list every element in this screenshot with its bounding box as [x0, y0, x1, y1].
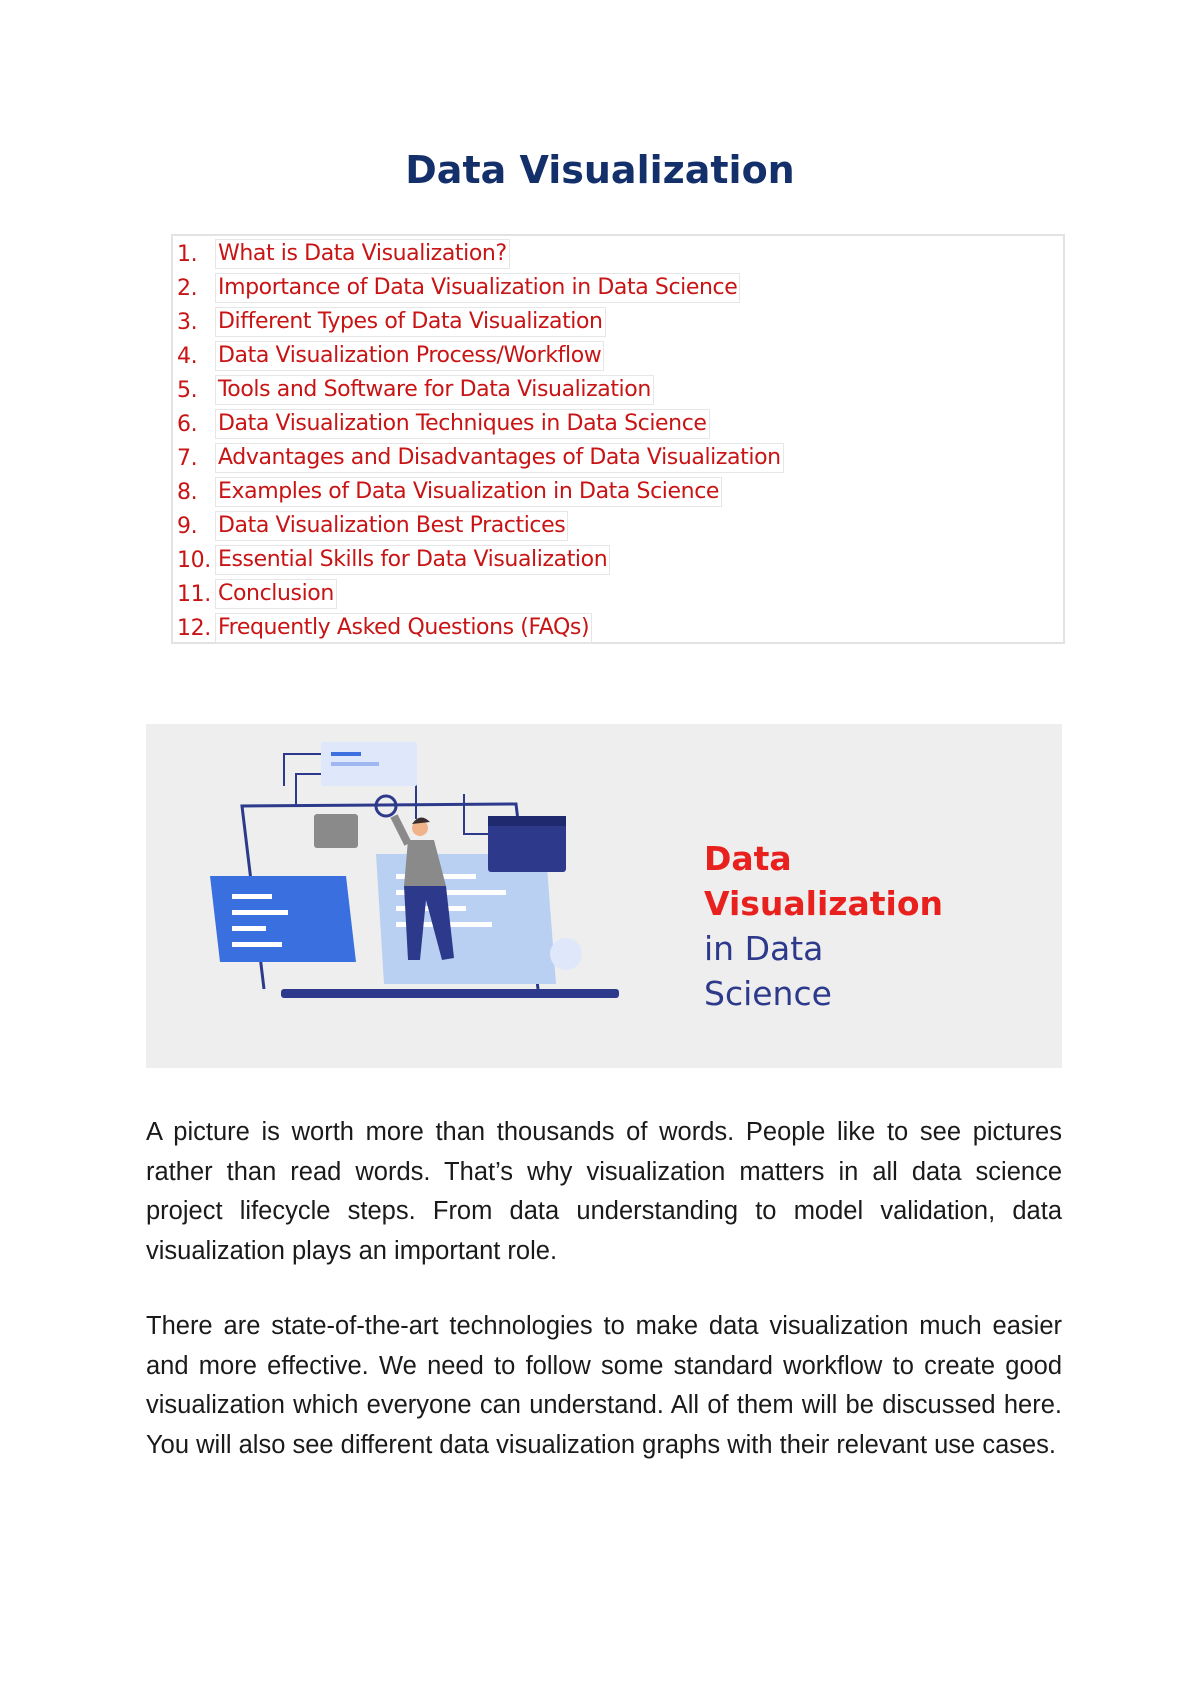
toc-number: 11. — [177, 581, 211, 607]
toc-link-tools[interactable]: Tools and Software for Data Visualization — [215, 375, 654, 405]
banner-heading — [704, 836, 943, 1016]
toc-number: 2. — [177, 275, 198, 301]
toc-number: 9. — [177, 513, 198, 539]
toc-link-importance[interactable]: Importance of Data Visualization in Data Science — [215, 273, 740, 303]
toc-number: 5. — [177, 377, 198, 403]
toc-item — [177, 578, 337, 610]
browser-bar — [488, 816, 566, 826]
banner-line-4: Science — [704, 974, 832, 1013]
code-line — [232, 910, 288, 915]
chat-bubble-icon — [550, 938, 582, 970]
toc-number: 3. — [177, 309, 198, 335]
toc-number: 8. — [177, 479, 198, 505]
toc-item — [177, 374, 654, 406]
banner-line-1: Data — [704, 839, 792, 878]
toc-item — [177, 476, 722, 508]
workflow-paragraph: There are state-of-the-art technologies to make data visualization much easier and more effective. We need to follow some standard workflow to create good visualization which everyone can understand. All of them will be discussed here. You will also see different data visualization graphs with their relevant use cases. — [146, 1312, 1062, 1459]
card-line — [331, 752, 361, 756]
toc-item — [177, 510, 568, 542]
toc-number: 4. — [177, 343, 198, 369]
toc-link-types[interactable]: Different Types of Data Visualization — [215, 307, 606, 337]
hero-banner — [146, 724, 1062, 1068]
toc-number: 12. — [177, 615, 211, 641]
data-panel — [376, 854, 556, 984]
grey-box-icon — [314, 814, 358, 848]
toc-link-skills[interactable]: Essential Skills for Data Visualization — [215, 545, 610, 575]
toc-link-examples[interactable]: Examples of Data Visualization in Data Science — [215, 477, 722, 507]
card-line — [331, 762, 379, 766]
person-arm — [394, 816, 408, 844]
toc-link-what-is[interactable]: What is Data Visualization? — [215, 239, 510, 269]
table-of-contents — [171, 234, 1065, 644]
toc-link-best-practices[interactable]: Data Visualization Best Practices — [215, 511, 568, 541]
toc-link-advantages[interactable]: Advantages and Disadvantages of Data Visualization — [215, 443, 784, 473]
toc-item — [177, 272, 740, 304]
toc-link-process[interactable]: Data Visualization Process/Workflow — [215, 341, 604, 371]
toc-number: 1. — [177, 241, 198, 267]
banner-line-3: in Data — [704, 929, 824, 968]
toc-link-techniques[interactable]: Data Visualization Techniques in Data Science — [215, 409, 710, 439]
toc-number: 10. — [177, 547, 211, 573]
toc-item — [177, 238, 510, 270]
toc-link-faqs[interactable]: Frequently Asked Questions (FAQs) — [215, 613, 592, 643]
code-line — [232, 894, 272, 899]
toc-item — [177, 442, 784, 474]
banner-line-2: Visualization — [704, 884, 944, 923]
toc-number: 6. — [177, 411, 198, 437]
toc-item — [177, 408, 710, 440]
code-line — [232, 926, 266, 931]
toc-number: 7. — [177, 445, 198, 471]
person-shirt — [404, 840, 446, 886]
page-title: Data Visualization — [405, 148, 795, 192]
code-line — [232, 942, 282, 947]
toc-item — [177, 544, 610, 576]
toc-item — [177, 612, 592, 644]
toc-item — [177, 340, 604, 372]
laptop-base — [281, 989, 619, 998]
toc-link-conclusion[interactable]: Conclusion — [215, 579, 337, 609]
intro-paragraph: A picture is worth more than thousands of words. People like to see pictures rather than read words. That’s why visualization matters in all data science project lifecycle steps. From data understanding to model validation, data visualization plays an important role. — [146, 1118, 1062, 1265]
toc-item — [177, 306, 606, 338]
code-panel — [210, 876, 356, 962]
